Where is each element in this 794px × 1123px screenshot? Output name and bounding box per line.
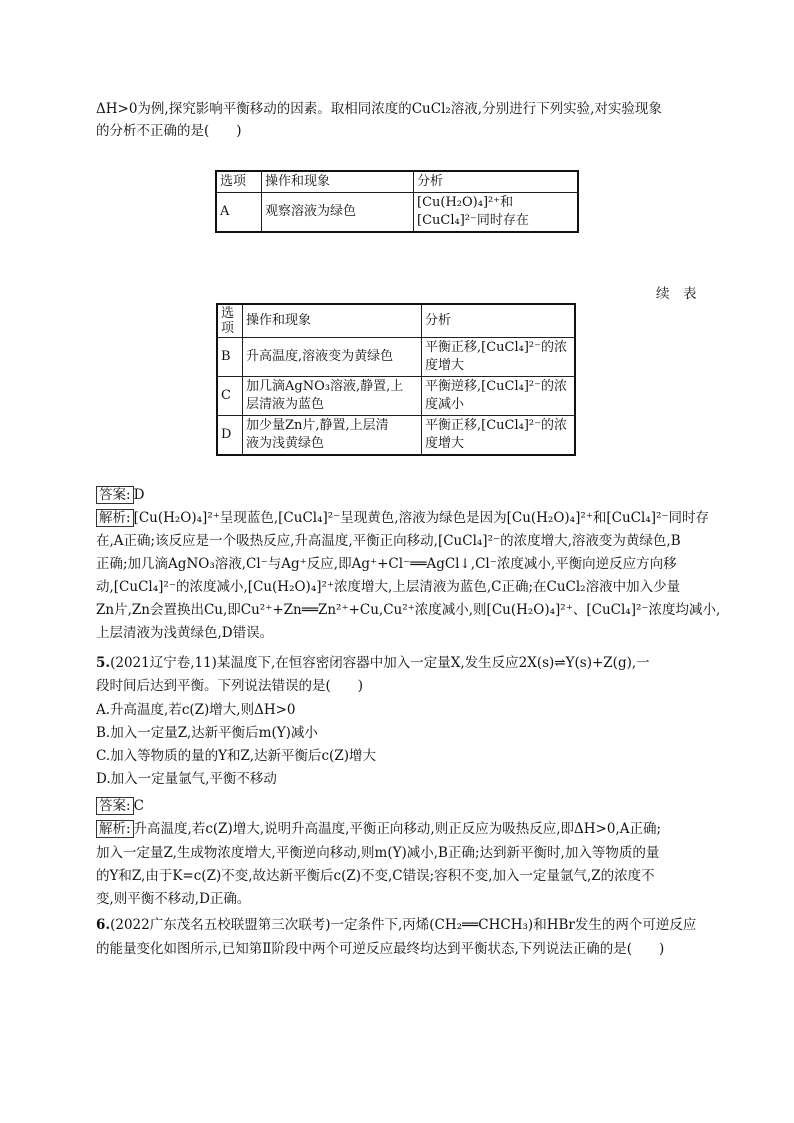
q4-analysis-line-5: Zn片,Zn会置换出Cu,即Cu²⁺+Zn══Zn²⁺+Cu,Cu²⁺浓度减小,则[Cu(H₂O)₄]²⁺、[CuCl₄]²⁻浓度均减小,	[96, 602, 721, 618]
stem-text: (2022广东茂名五校联盟第三次联考)一定条件下,丙烯(CH₂══CHCH₃)和HBr发生的两个可逆反应	[110, 917, 697, 933]
table-header-row	[216, 171, 578, 193]
row-analysis-line: 平衡逆移,[CuCl₄]²⁻的浓	[425, 379, 567, 394]
header-operation: 操作和现象	[243, 304, 422, 338]
q5-option-d: D.加入一定量氩气,平衡不移动	[96, 771, 277, 787]
table-header-row	[217, 304, 575, 338]
q5-analysis-line-3: 的Y和Z,由于K=c(Z)不变,故达新平衡后c(Z)不变,C错误;容积不变,加入一定量氩气,Z的浓度不	[96, 868, 655, 884]
table-row	[216, 193, 578, 233]
continued-table-label: 续 表	[656, 286, 697, 302]
row-option: C	[217, 377, 243, 416]
row-analysis-line: [Cu(H₂O)₄]²⁺和	[417, 195, 514, 210]
q4-analysis-line-4: 动,[CuCl₄]²⁻的浓度减小,[Cu(H₂O)₄]²⁺浓度增大,上层清液为蓝色,C正确;在CuCl₂溶液中加入少量	[96, 579, 681, 595]
q5-stem-line-1	[96, 652, 650, 674]
row-operation	[243, 416, 422, 456]
q6-stem-line-2: 的能量变化如图所示,已知第Ⅱ阶段中两个可逆反应最终均达到平衡状态,下列说法正确的是( )	[96, 941, 665, 957]
q5-option-a: A.升高温度,若c(Z)增大,则ΔH>0	[96, 702, 296, 718]
q5-option-b: B.加入一定量Z,达新平衡后m(Y)减小	[96, 725, 318, 741]
row-operation-line: 加几滴AgNO₃溶液,静置,上	[246, 379, 404, 394]
intro-line-1: ΔH>0为例,探究影响平衡移动的因素。取相同浓度的CuCl₂溶液,分别进行下列实验,对实验现象	[96, 101, 662, 117]
table-row	[217, 338, 575, 377]
row-operation	[243, 377, 422, 416]
q5-option-c: C.加入等物质的量的Y和Z,达新平衡后c(Z)增大	[96, 748, 376, 764]
row-analysis	[422, 338, 576, 377]
q5-analysis-line-1	[96, 818, 661, 840]
options-table-1	[215, 170, 579, 233]
row-operation-line: 加少量Zn片,静置,上层清	[246, 418, 389, 433]
q4-analysis-line-1	[96, 507, 709, 529]
row-operation-line: 层清液为蓝色	[246, 397, 325, 412]
table-row	[217, 377, 575, 416]
q4-analysis-line-2: 在,A正确;该反应是一个吸热反应,升高温度,平衡正向移动,[CuCl₄]²⁻的浓度增大,溶液变为黄绿色,B	[96, 533, 681, 549]
row-analysis-line: 平衡正移,[CuCl₄]²⁻的浓	[425, 340, 567, 355]
row-operation: 观察溶液为绿色	[262, 193, 414, 233]
row-analysis-line: 度增大	[425, 436, 465, 451]
row-analysis-line: [CuCl₄]²⁻同时存在	[417, 213, 529, 228]
row-analysis-line: 度增大	[425, 358, 465, 373]
question-number: 5.	[96, 655, 111, 671]
options-table-2	[216, 303, 576, 456]
table-row	[217, 416, 575, 456]
row-analysis	[422, 416, 576, 456]
q4-answer	[96, 484, 144, 506]
q5-analysis-line-4: 变,则平衡不移动,D正确。	[96, 891, 251, 907]
answer-tag: 答案:	[96, 797, 134, 815]
intro-line-2: 的分析不正确的是( )	[96, 123, 242, 139]
question-number: 6.	[96, 917, 111, 933]
header-analysis: 分析	[422, 304, 576, 338]
answer-value: C	[133, 798, 144, 814]
q4-analysis-line-6: 上层清液为浅黄绿色,D错误。	[96, 625, 274, 641]
analysis-text: 升高温度,若c(Z)增大,说明升高温度,平衡正向移动,则正反应为吸热反应,即ΔH>0,A正确;	[133, 821, 662, 837]
q5-answer	[96, 795, 144, 817]
q6-stem-line-1	[96, 914, 696, 936]
row-operation-line: 升高温度,溶液变为黄绿色	[246, 349, 394, 364]
row-analysis-line: 度减小	[425, 397, 465, 412]
row-analysis-line: 平衡正移,[CuCl₄]²⁻的浓	[425, 418, 567, 433]
header-operation: 操作和现象	[262, 171, 414, 193]
q5-stem-line-2: 段时间后达到平衡。下列说法错误的是( )	[96, 678, 364, 694]
row-option: A	[216, 193, 262, 233]
row-analysis	[414, 193, 579, 233]
row-operation-line: 液为浅黄绿色	[246, 436, 325, 451]
row-operation	[243, 338, 422, 377]
q5-analysis-line-2: 加入一定量Z,生成物浓度增大,平衡逆向移动,则m(Y)减小,B正确;达到新平衡时,加入等物质的量	[96, 845, 660, 861]
answer-tag: 答案:	[96, 486, 134, 504]
row-option: D	[217, 416, 243, 456]
row-option: B	[217, 338, 243, 377]
header-analysis: 分析	[414, 171, 579, 193]
header-option: 选项	[217, 304, 243, 338]
row-analysis	[422, 377, 576, 416]
analysis-tag: 解析:	[96, 509, 134, 527]
q4-analysis-line-3: 正确;加几滴AgNO₃溶液,Cl⁻与Ag⁺反应,即Ag⁺+Cl⁻══AgCl↓,Cl⁻浓度减小,平衡向逆反应方向移	[96, 556, 677, 572]
analysis-tag: 解析:	[96, 820, 134, 838]
answer-value: D	[133, 487, 145, 503]
analysis-text: [Cu(H₂O)₄]²⁺呈现蓝色,[CuCl₄]²⁻呈现黄色,溶液为绿色是因为[Cu(H₂O)₄]²⁺和[CuCl₄]²⁻同时存	[133, 510, 710, 526]
stem-text: (2021辽宁卷,11)某温度下,在恒容密闭容器中加入一定量X,发生反应2X(s)⇌Y(s)+Z(g),一	[110, 655, 650, 671]
header-option: 选项	[216, 171, 262, 193]
